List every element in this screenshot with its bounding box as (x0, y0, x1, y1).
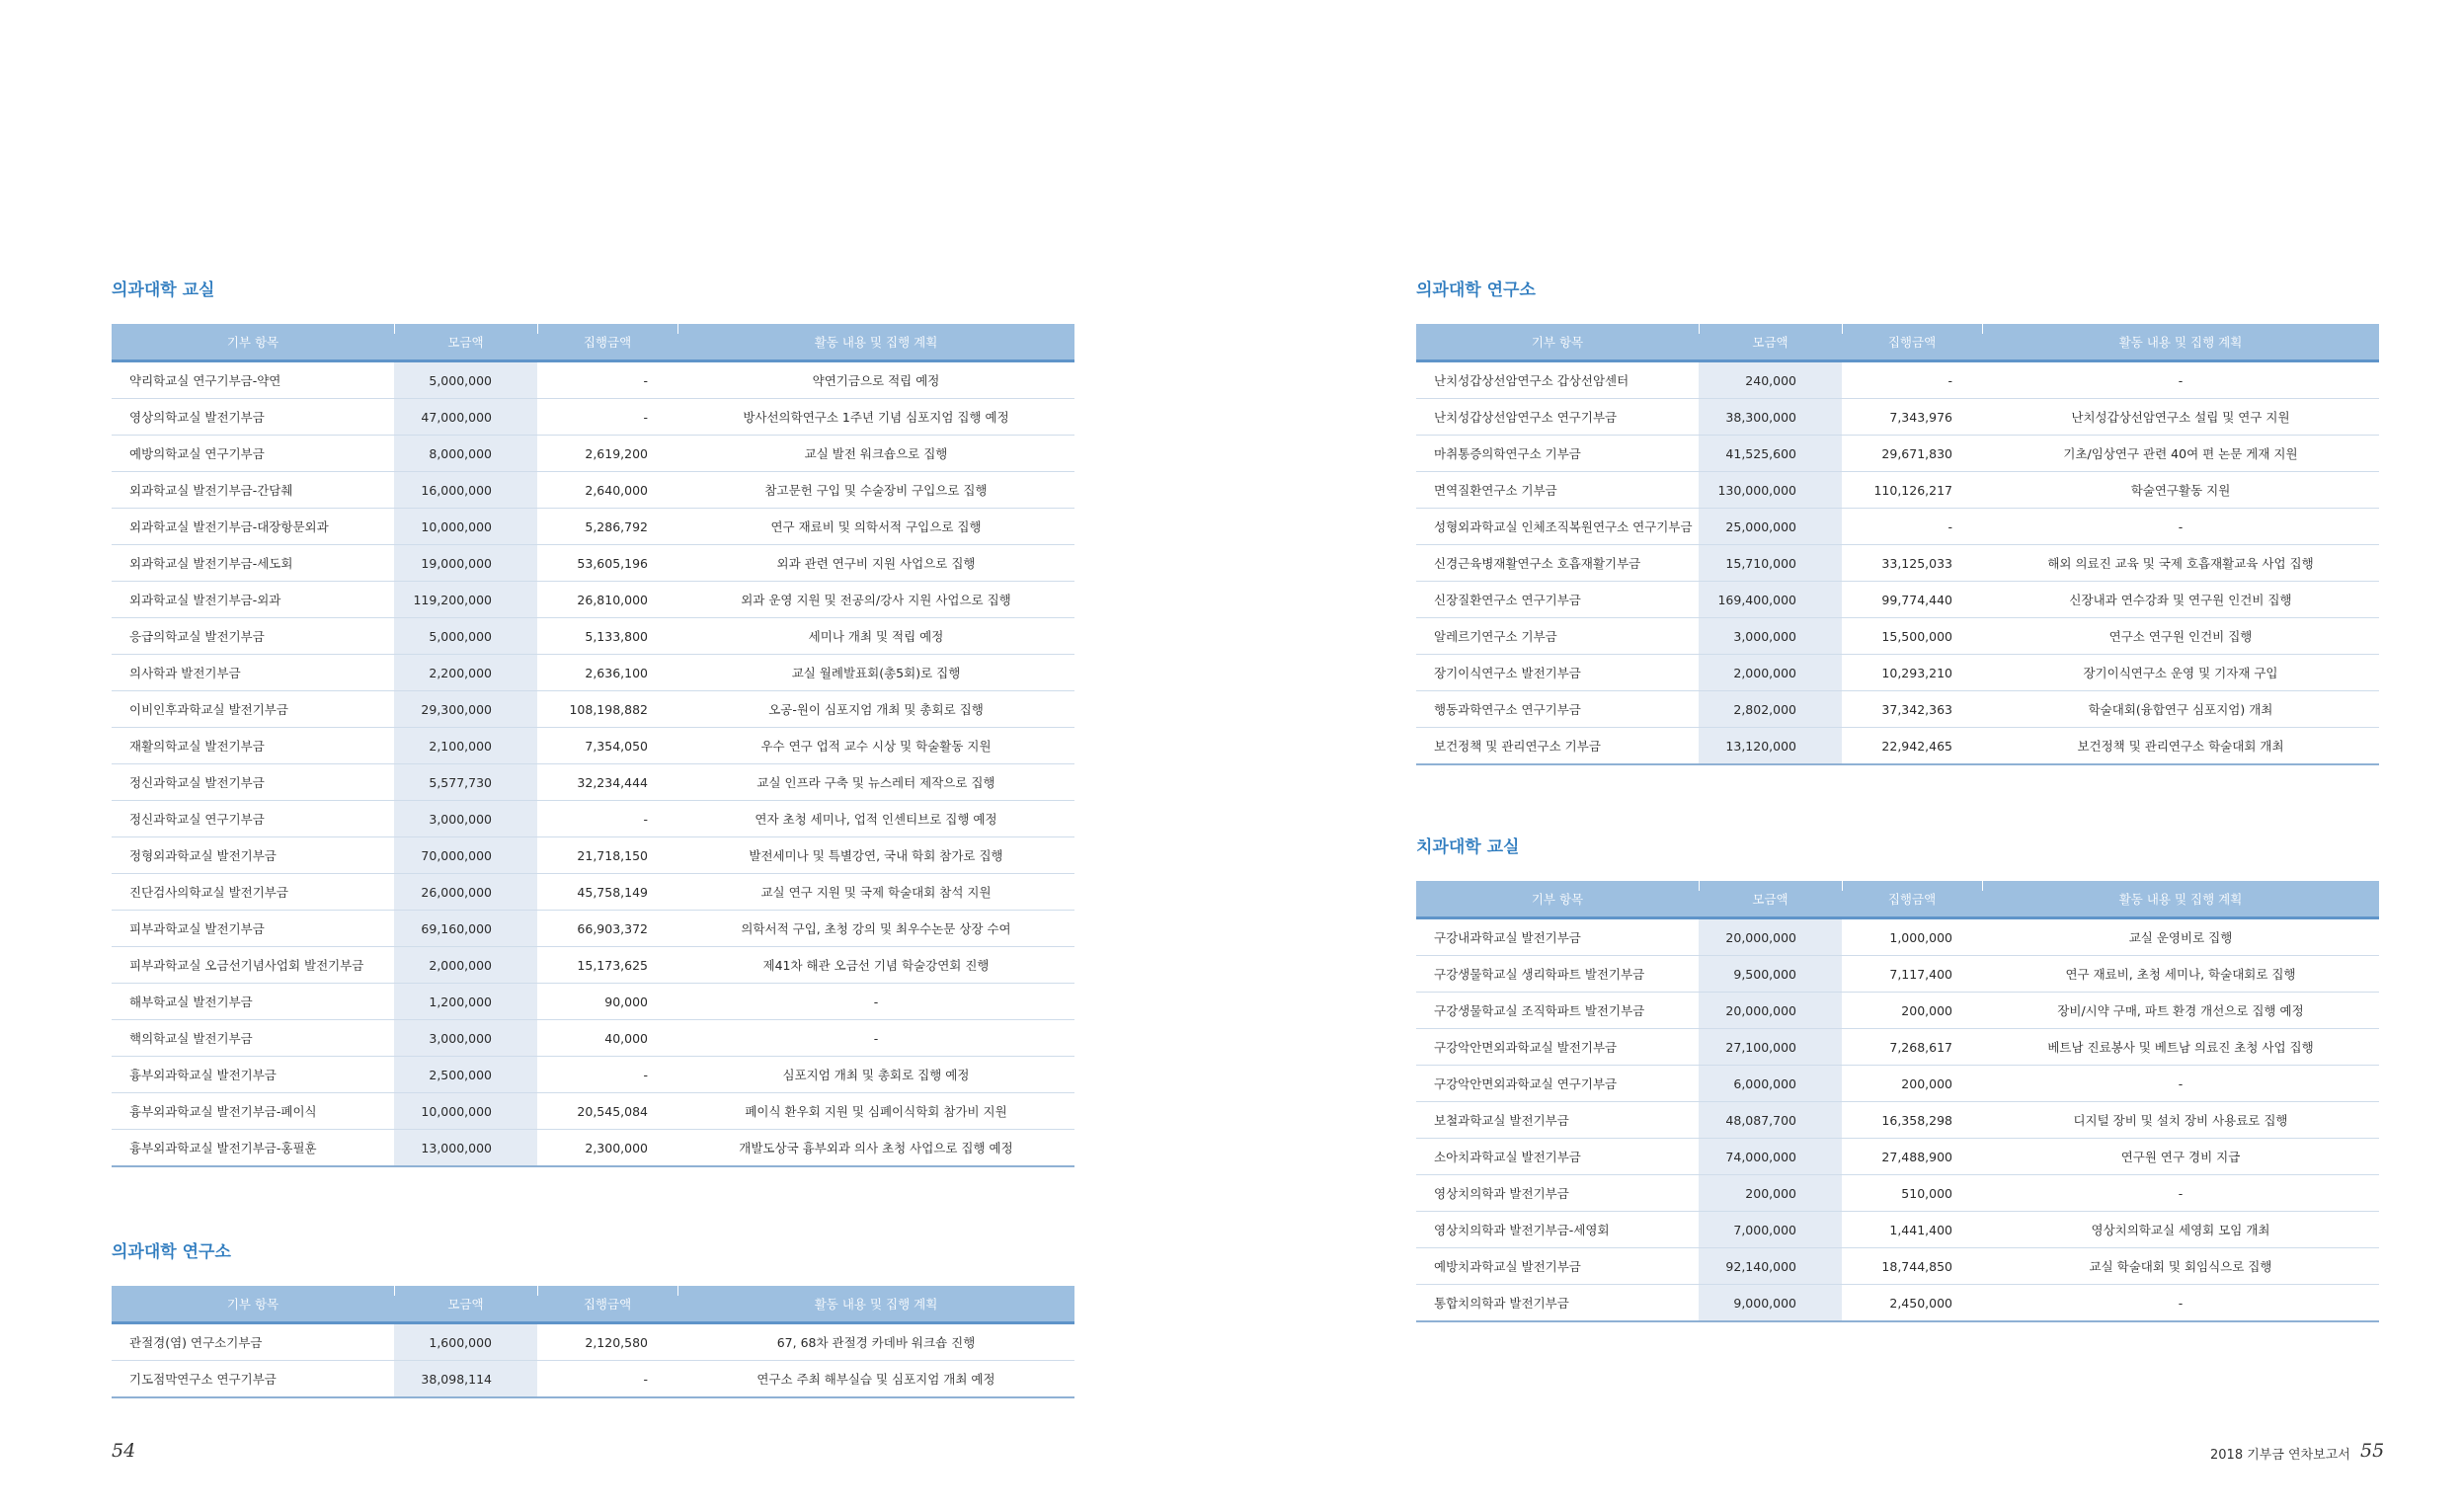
cell-executed: 26,810,000 (537, 582, 677, 618)
cell-amount: 2,100,000 (394, 728, 537, 764)
table-row (112, 582, 1074, 618)
cell-amount: 29,300,000 (394, 691, 537, 728)
cell-plan: 개발도상국 흉부외과 의사 초청 사업으로 집행 예정 (677, 1130, 1074, 1167)
table-row (1416, 1029, 2379, 1066)
cell-executed: 15,500,000 (1842, 618, 1982, 655)
cell-item: 핵의학교실 발전기부금 (112, 1020, 394, 1057)
cell-amount: 3,000,000 (394, 1020, 537, 1057)
cell-executed: - (537, 399, 677, 436)
cell-executed: - (537, 801, 677, 837)
cell-item: 예방치과학교실 발전기부금 (1416, 1248, 1699, 1285)
cell-amount: 69,160,000 (394, 911, 537, 947)
cell-amount: 38,098,114 (394, 1361, 537, 1398)
cell-item: 행동과학연구소 연구기부금 (1416, 691, 1699, 728)
cell-executed: 2,640,000 (537, 472, 677, 509)
cell-executed: 2,636,100 (537, 655, 677, 691)
table-row (112, 1020, 1074, 1057)
cell-amount: 169,400,000 (1699, 582, 1842, 618)
cell-item: 구강악안면외과학교실 발전기부금 (1416, 1029, 1699, 1066)
cell-amount: 15,710,000 (1699, 545, 1842, 582)
cell-executed: 10,293,210 (1842, 655, 1982, 691)
cell-item: 통합치의학과 발전기부금 (1416, 1285, 1699, 1322)
cell-amount: 2,802,000 (1699, 691, 1842, 728)
cell-amount: 25,000,000 (1699, 509, 1842, 545)
cell-item: 외과학교실 발전기부금-세도회 (112, 545, 394, 582)
cell-amount: 20,000,000 (1699, 993, 1842, 1029)
col-header-amount: 모금액 (1699, 881, 1842, 918)
cell-item: 알레르기연구소 기부금 (1416, 618, 1699, 655)
cell-item: 흉부외과학교실 발전기부금 (112, 1057, 394, 1093)
cell-executed: 5,133,800 (537, 618, 677, 655)
cell-amount: 7,000,000 (1699, 1212, 1842, 1248)
cell-amount: 5,577,730 (394, 764, 537, 801)
cell-executed: - (1842, 509, 1982, 545)
cell-plan: 학술연구활동 지원 (1982, 472, 2379, 509)
table-row (1416, 1139, 2379, 1175)
cell-executed: 90,000 (537, 984, 677, 1020)
col-header-plan: 활동 내용 및 집행 계획 (677, 324, 1074, 361)
cell-item: 구강생물학교실 조직학파트 발전기부금 (1416, 993, 1699, 1029)
table-row (112, 947, 1074, 984)
cell-amount: 119,200,000 (394, 582, 537, 618)
cell-plan: 영상치의학교실 세영회 모임 개최 (1982, 1212, 2379, 1248)
cell-item: 마취통증의학연구소 기부금 (1416, 436, 1699, 472)
cell-plan: 연구소 연구원 인건비 집행 (1982, 618, 2379, 655)
cell-plan: 제41차 해관 오금선 기념 학술강연회 진행 (677, 947, 1074, 984)
cell-plan: 의학서적 구입, 초청 강의 및 최우수논문 상장 수여 (677, 911, 1074, 947)
cell-plan: 베트남 진료봉사 및 베트남 의료진 초청 사업 집행 (1982, 1029, 2379, 1066)
table-row (1416, 1066, 2379, 1102)
table-row (112, 1057, 1074, 1093)
table-row (112, 1361, 1074, 1398)
table-row (112, 801, 1074, 837)
cell-item: 구강생물학교실 생리학파트 발전기부금 (1416, 956, 1699, 993)
col-header-executed: 집행금액 (1842, 324, 1982, 361)
cell-item: 신장질환연구소 연구기부금 (1416, 582, 1699, 618)
cell-plan: 교실 학술대회 및 회임식으로 집행 (1982, 1248, 2379, 1285)
col-header-amount: 모금액 (1699, 324, 1842, 361)
table-row (112, 618, 1074, 655)
cell-plan: - (1982, 361, 2379, 399)
cell-amount: 2,000,000 (394, 947, 537, 984)
donation-table (112, 1286, 1074, 1398)
cell-amount: 19,000,000 (394, 545, 537, 582)
col-header-item: 기부 항목 (112, 1286, 394, 1323)
donation-table (1416, 881, 2379, 1322)
cell-item: 이비인후과학교실 발전기부금 (112, 691, 394, 728)
col-header-plan: 활동 내용 및 집행 계획 (1982, 324, 2379, 361)
table-row (112, 1323, 1074, 1361)
cell-plan: 교실 인프라 구축 및 뉴스레터 제작으로 집행 (677, 764, 1074, 801)
cell-executed: 200,000 (1842, 1066, 1982, 1102)
cell-amount: 2,200,000 (394, 655, 537, 691)
cell-executed: 66,903,372 (537, 911, 677, 947)
section-title: 의과대학 교실 (112, 280, 215, 300)
table-row (112, 436, 1074, 472)
cell-item: 장기이식연구소 발전기부금 (1416, 655, 1699, 691)
cell-amount: 9,000,000 (1699, 1285, 1842, 1322)
cell-item: 기도점막연구소 연구기부금 (112, 1361, 394, 1398)
table-row (1416, 399, 2379, 436)
cell-amount: 41,525,600 (1699, 436, 1842, 472)
cell-amount: 3,000,000 (1699, 618, 1842, 655)
table-row (1416, 361, 2379, 399)
table-row (1416, 1248, 2379, 1285)
report-title: 2018 기부금 연차보고서 (2210, 1448, 2350, 1463)
cell-amount: 6,000,000 (1699, 1066, 1842, 1102)
cell-amount: 74,000,000 (1699, 1139, 1842, 1175)
cell-plan: 교실 운영비로 집행 (1982, 918, 2379, 956)
table-row (1416, 1212, 2379, 1248)
table-row (1416, 618, 2379, 655)
table-row (112, 911, 1074, 947)
col-header-plan: 활동 내용 및 집행 계획 (677, 1286, 1074, 1323)
cell-plan: 연구소 주최 해부실습 및 심포지엄 개최 예정 (677, 1361, 1074, 1398)
cell-item: 외과학교실 발전기부금-간담췌 (112, 472, 394, 509)
cell-item: 정형외과학교실 발전기부금 (112, 837, 394, 874)
table-row (112, 874, 1074, 911)
cell-plan: - (1982, 1285, 2379, 1322)
cell-amount: 47,000,000 (394, 399, 537, 436)
cell-executed: 20,545,084 (537, 1093, 677, 1130)
table-row (1416, 655, 2379, 691)
cell-item: 영상치의학과 발전기부금-세영회 (1416, 1212, 1699, 1248)
cell-plan: 연구 재료비, 초청 세미나, 학술대회로 집행 (1982, 956, 2379, 993)
cell-plan: 교실 발전 워크숍으로 집행 (677, 436, 1074, 472)
cell-amount: 5,000,000 (394, 361, 537, 399)
col-header-executed: 집행금액 (1842, 881, 1982, 918)
col-header-executed: 집행금액 (537, 1286, 677, 1323)
section-title: 치과대학 교실 (1416, 837, 1520, 857)
cell-amount: 38,300,000 (1699, 399, 1842, 436)
cell-executed: 108,198,882 (537, 691, 677, 728)
cell-executed: 18,744,850 (1842, 1248, 1982, 1285)
cell-item: 난치성갑상선암연구소 연구기부금 (1416, 399, 1699, 436)
cell-amount: 48,087,700 (1699, 1102, 1842, 1139)
cell-item: 구강내과학교실 발전기부금 (1416, 918, 1699, 956)
cell-plan: 보건정책 및 관리연구소 학술대회 개최 (1982, 728, 2379, 765)
cell-amount: 130,000,000 (1699, 472, 1842, 509)
cell-executed: 99,774,440 (1842, 582, 1982, 618)
cell-plan: 약연기금으로 적립 예정 (677, 361, 1074, 399)
cell-amount: 27,100,000 (1699, 1029, 1842, 1066)
col-header-item: 기부 항목 (1416, 324, 1699, 361)
cell-amount: 5,000,000 (394, 618, 537, 655)
cell-plan: 연구 재료비 및 의학서적 구입으로 집행 (677, 509, 1074, 545)
table-row (1416, 545, 2379, 582)
cell-item: 흉부외과학교실 발전기부금-폐이식 (112, 1093, 394, 1130)
cell-executed: 33,125,033 (1842, 545, 1982, 582)
cell-item: 영상의학교실 발전기부금 (112, 399, 394, 436)
table-row (112, 984, 1074, 1020)
cell-amount: 3,000,000 (394, 801, 537, 837)
cell-plan: 해외 의료진 교육 및 국제 호흡재활교육 사업 집행 (1982, 545, 2379, 582)
cell-executed: 2,450,000 (1842, 1285, 1982, 1322)
cell-amount: 13,000,000 (394, 1130, 537, 1167)
cell-amount: 200,000 (1699, 1175, 1842, 1212)
cell-item: 면역질환연구소 기부금 (1416, 472, 1699, 509)
cell-plan: 학술대회(융합연구 심포지엄) 개최 (1982, 691, 2379, 728)
table-row (112, 764, 1074, 801)
cell-plan: - (1982, 509, 2379, 545)
cell-plan: 세미나 개최 및 적립 예정 (677, 618, 1074, 655)
cell-amount: 9,500,000 (1699, 956, 1842, 993)
table-row (1416, 1175, 2379, 1212)
table-row (112, 509, 1074, 545)
cell-executed: 7,117,400 (1842, 956, 1982, 993)
cell-executed: 45,758,149 (537, 874, 677, 911)
cell-item: 관절경(염) 연구소기부금 (112, 1323, 394, 1361)
cell-plan: 폐이식 환우회 지원 및 심폐이식학회 참가비 지원 (677, 1093, 1074, 1130)
table-row (112, 399, 1074, 436)
section-title: 의과대학 연구소 (112, 1242, 231, 1262)
table-row (112, 655, 1074, 691)
cell-item: 소아치과학교실 발전기부금 (1416, 1139, 1699, 1175)
cell-executed: 53,605,196 (537, 545, 677, 582)
cell-plan: 기초/임상연구 관련 40여 편 논문 게재 지원 (1982, 436, 2379, 472)
cell-item: 구강악안면외과학교실 연구기부금 (1416, 1066, 1699, 1102)
section-med-institute-right (1416, 279, 2379, 765)
cell-plan: - (677, 1020, 1074, 1057)
col-header-executed: 집행금액 (537, 324, 677, 361)
cell-plan: 심포지엄 개최 및 총회로 집행 예정 (677, 1057, 1074, 1093)
cell-executed: 22,942,465 (1842, 728, 1982, 765)
cell-amount: 8,000,000 (394, 436, 537, 472)
cell-executed: 1,000,000 (1842, 918, 1982, 956)
cell-executed: 2,300,000 (537, 1130, 677, 1167)
cell-plan: 연자 초청 세미나, 업적 인센티브로 집행 예정 (677, 801, 1074, 837)
cell-item: 성형외과학교실 인체조직복원연구소 연구기부금 (1416, 509, 1699, 545)
cell-amount: 13,120,000 (1699, 728, 1842, 765)
donation-table (112, 324, 1074, 1167)
cell-executed: 27,488,900 (1842, 1139, 1982, 1175)
cell-item: 정신과학교실 연구기부금 (112, 801, 394, 837)
cell-executed: 2,120,580 (537, 1323, 677, 1361)
cell-amount: 2,500,000 (394, 1057, 537, 1093)
cell-plan: 장기이식연구소 운영 및 기자재 구입 (1982, 655, 2379, 691)
cell-executed: - (1842, 361, 1982, 399)
page-number-right: 55 (2360, 1440, 2385, 1462)
cell-executed: 37,342,363 (1842, 691, 1982, 728)
cell-item: 약리학교실 연구기부금-약연 (112, 361, 394, 399)
cell-executed: - (537, 1057, 677, 1093)
table-row (112, 472, 1074, 509)
donation-table (1416, 324, 2379, 765)
cell-item: 피부과학교실 오금선기념사업회 발전기부금 (112, 947, 394, 984)
cell-amount: 70,000,000 (394, 837, 537, 874)
table-row (112, 545, 1074, 582)
cell-amount: 20,000,000 (1699, 918, 1842, 956)
cell-item: 해부학교실 발전기부금 (112, 984, 394, 1020)
cell-executed: - (537, 361, 677, 399)
cell-item: 보철과학교실 발전기부금 (1416, 1102, 1699, 1139)
section-med-class (112, 279, 1074, 1167)
cell-item: 영상치의학과 발전기부금 (1416, 1175, 1699, 1212)
table-row (1416, 691, 2379, 728)
cell-item: 재활의학교실 발전기부금 (112, 728, 394, 764)
cell-item: 흉부외과학교실 발전기부금-홍필훈 (112, 1130, 394, 1167)
cell-plan: 오공-원이 심포지엄 개최 및 총회로 집행 (677, 691, 1074, 728)
cell-plan: 교실 월례발표회(총5회)로 집행 (677, 655, 1074, 691)
cell-executed: 5,286,792 (537, 509, 677, 545)
cell-executed: 40,000 (537, 1020, 677, 1057)
cell-plan: 67, 68차 관절경 카데바 워크숍 진행 (677, 1323, 1074, 1361)
cell-amount: 2,000,000 (1699, 655, 1842, 691)
cell-item: 외과학교실 발전기부금-외과 (112, 582, 394, 618)
table-row (112, 1130, 1074, 1167)
cell-plan: 장비/시약 구매, 파트 환경 개선으로 집행 예정 (1982, 993, 2379, 1029)
cell-plan: - (677, 984, 1074, 1020)
cell-amount: 26,000,000 (394, 874, 537, 911)
col-header-amount: 모금액 (394, 1286, 537, 1323)
cell-executed: 16,358,298 (1842, 1102, 1982, 1139)
cell-item: 난치성갑상선암연구소 갑상선암센터 (1416, 361, 1699, 399)
cell-executed: 21,718,150 (537, 837, 677, 874)
cell-executed: 7,354,050 (537, 728, 677, 764)
table-row (1416, 956, 2379, 993)
cell-plan: 난치성갑상선암연구소 설립 및 연구 지원 (1982, 399, 2379, 436)
cell-item: 정신과학교실 발전기부금 (112, 764, 394, 801)
table-row (112, 837, 1074, 874)
cell-executed: 7,268,617 (1842, 1029, 1982, 1066)
cell-amount: 10,000,000 (394, 509, 537, 545)
cell-plan: 외과 관련 연구비 지원 사업으로 집행 (677, 545, 1074, 582)
cell-plan: 방사선의학연구소 1주년 기념 심포지엄 집행 예정 (677, 399, 1074, 436)
cell-executed: 2,619,200 (537, 436, 677, 472)
table-row (112, 361, 1074, 399)
cell-item: 외과학교실 발전기부금-대장항문외과 (112, 509, 394, 545)
table-row (1416, 1102, 2379, 1139)
section-title: 의과대학 연구소 (1416, 280, 1536, 300)
col-header-amount: 모금액 (394, 324, 537, 361)
cell-executed: 200,000 (1842, 993, 1982, 1029)
table-row (112, 1093, 1074, 1130)
cell-item: 의사학과 발전기부금 (112, 655, 394, 691)
cell-executed: 1,441,400 (1842, 1212, 1982, 1248)
cell-amount: 240,000 (1699, 361, 1842, 399)
table-row (112, 728, 1074, 764)
cell-plan: - (1982, 1175, 2379, 1212)
cell-plan: 교실 연구 지원 및 국제 학술대회 참석 지원 (677, 874, 1074, 911)
cell-amount: 1,600,000 (394, 1323, 537, 1361)
cell-item: 진단검사의학교실 발전기부금 (112, 874, 394, 911)
cell-executed: 32,234,444 (537, 764, 677, 801)
cell-plan: 연구원 연구 경비 지급 (1982, 1139, 2379, 1175)
cell-plan: 우수 연구 업적 교수 시상 및 학술활동 지원 (677, 728, 1074, 764)
table-row (1416, 993, 2379, 1029)
cell-plan: 신장내과 연수강좌 및 연구원 인건비 집행 (1982, 582, 2379, 618)
cell-amount: 92,140,000 (1699, 1248, 1842, 1285)
page-number-left: 54 (112, 1440, 136, 1462)
col-header-plan: 활동 내용 및 집행 계획 (1982, 881, 2379, 918)
cell-item: 신경근육병재활연구소 호흡재활기부금 (1416, 545, 1699, 582)
cell-item: 예방의학교실 연구기부금 (112, 436, 394, 472)
cell-plan: 외과 운영 지원 및 전공의/강사 지원 사업으로 집행 (677, 582, 1074, 618)
cell-amount: 16,000,000 (394, 472, 537, 509)
table-row (1416, 436, 2379, 472)
cell-executed: 510,000 (1842, 1175, 1982, 1212)
cell-executed: 110,126,217 (1842, 472, 1982, 509)
cell-executed: - (537, 1361, 677, 1398)
cell-amount: 10,000,000 (394, 1093, 537, 1130)
table-row (1416, 918, 2379, 956)
table-row (112, 691, 1074, 728)
section-dental-class (1416, 836, 2379, 1322)
table-row (1416, 472, 2379, 509)
col-header-item: 기부 항목 (112, 324, 394, 361)
table-row (1416, 582, 2379, 618)
col-header-item: 기부 항목 (1416, 881, 1699, 918)
table-row (1416, 728, 2379, 765)
cell-plan: 참고문헌 구입 및 수술장비 구입으로 집행 (677, 472, 1074, 509)
table-row (1416, 1285, 2379, 1322)
table-row (1416, 509, 2379, 545)
cell-executed: 15,173,625 (537, 947, 677, 984)
cell-amount: 1,200,000 (394, 984, 537, 1020)
cell-item: 피부과학교실 발전기부금 (112, 911, 394, 947)
cell-executed: 7,343,976 (1842, 399, 1982, 436)
cell-plan: 디지털 장비 및 설치 장비 사용료로 집행 (1982, 1102, 2379, 1139)
section-med-institute-left (112, 1240, 1074, 1398)
cell-item: 응급의학교실 발전기부금 (112, 618, 394, 655)
cell-item: 보건정책 및 관리연구소 기부금 (1416, 728, 1699, 765)
cell-executed: 29,671,830 (1842, 436, 1982, 472)
cell-plan: - (1982, 1066, 2379, 1102)
cell-plan: 발전세미나 및 특별강연, 국내 학회 참가로 집행 (677, 837, 1074, 874)
